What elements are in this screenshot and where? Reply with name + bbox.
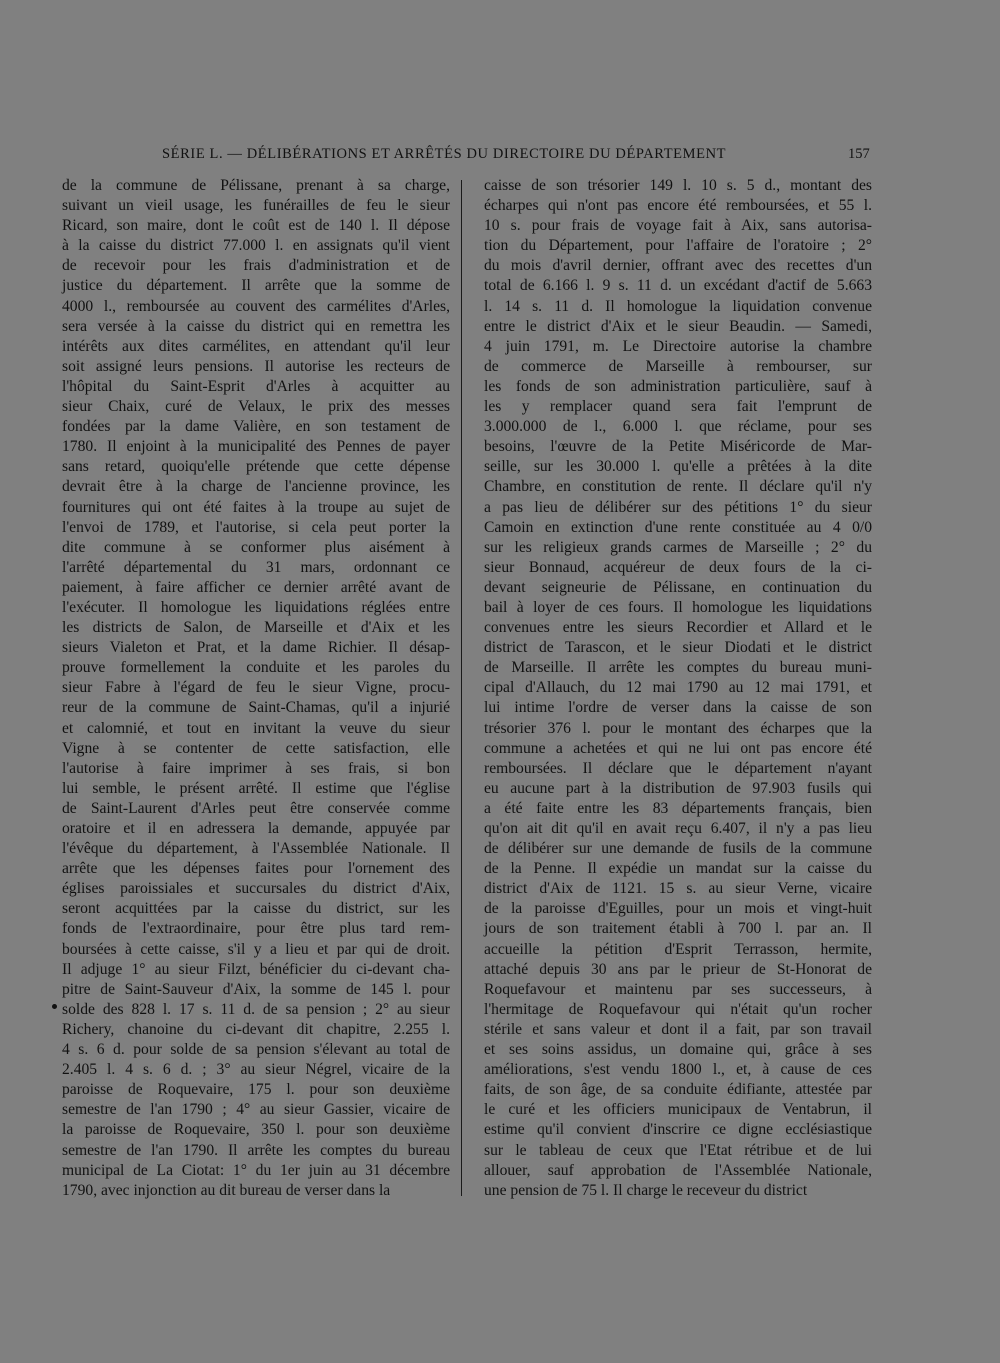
- page-number: 157: [848, 146, 870, 162]
- text-line: district d'Aix de 1121. 15 s. au sieur Verne, vicaire: [484, 880, 872, 898]
- text-line: l'exécuter. Il homologue les liquidations réglées entre: [62, 598, 450, 616]
- text-line: Camoin en extinction d'une rente constituée au 4 0/0: [484, 518, 872, 536]
- text-line: de commerce de Marseille à rembourser, sur: [484, 357, 872, 375]
- text-line: faits, de son âge, de sa conduite édifiante, attestée par: [484, 1081, 872, 1099]
- text-line: améliorations, s'est vendu 1800 l., et, à cause de ces: [484, 1061, 872, 1079]
- text-line: reur de la commune de Saint-Chamas, qu'il a injurié: [62, 699, 450, 717]
- text-line: 1780. Il enjoint à la municipalité des Pennes de payer: [62, 438, 450, 456]
- text-line: de la Penne. Il expédie un mandat sur la caisse du: [484, 860, 872, 878]
- text-line: prouve formellement la conduite et les paroles du: [62, 659, 450, 677]
- text-line: besoins, l'œuvre de la Petite Miséricorde de Mar-: [484, 438, 872, 456]
- text-line: devant seigneurie de Pélissane, en continuation du: [484, 578, 872, 596]
- text-line: l'évêque du département, à l'Assemblée Nationale. Il: [62, 840, 450, 858]
- text-line: sieur Fabre à l'égard de feu le sieur Vigne, procu-: [62, 679, 450, 697]
- text-line: lui intime l'ordre de verser dans la caisse de son: [484, 699, 872, 717]
- text-line: sur le tableau de ceux que l'Etat rétribue et de lui: [484, 1141, 872, 1159]
- text-line: stérile et sans valeur et dont il a fait, par son travail: [484, 1020, 872, 1038]
- text-line: sieur Bonnaud, acquéreur de deux fours de la ci-: [484, 558, 872, 576]
- text-line: Vigne à se contenter de cette satisfaction, elle: [62, 739, 450, 757]
- text-line: l'hermitage de Roquefavour qui n'était qu'un rocher: [484, 1000, 872, 1018]
- text-line: fonds de l'extraordinaire, pour être plus tard rem-: [62, 920, 450, 938]
- text-line: jours de son traitement établi à 700 l. par an. Il: [484, 920, 872, 938]
- text-line: les districts de Salon, de Marseille et d'Aix et les: [62, 619, 450, 637]
- text-line: les y remplacer quand sera fait l'emprunt de: [484, 398, 872, 416]
- text-line: la paroisse de Roquevaire, 350 l. pour son deuxième: [62, 1121, 450, 1139]
- text-line: sieur Chaix, curé de Velaux, le prix des messes: [62, 398, 450, 416]
- text-line: 2.405 l. 4 s. 6 d. ; 3° au sieur Négrel, vicaire de la: [62, 1061, 450, 1079]
- text-line: district de Tarascon, et le sieur Diodati et le district: [484, 639, 872, 657]
- text-line: boursées à cette caisse, s'il y a lieu et par qui de droit.: [62, 940, 450, 958]
- text-line: l. 14 s. 11 d. Il homologue la liquidation convenue: [484, 297, 872, 315]
- text-line: paiement, à faire afficher ce dernier arrêté avant de: [62, 578, 450, 596]
- text-line: qu'on ait dit qu'il en avait reçu 6.407, il n'y a pas lieu: [484, 820, 872, 837]
- text-line: sera versée à la caisse du district qui en remettra les: [62, 317, 450, 335]
- text-line: sur les religieux grands carmes de Marseille ; 2° du: [484, 538, 872, 556]
- text-line: le curé et les officiers municipaux de Ventabrun, il: [484, 1101, 872, 1119]
- text-line: dite commune à se conformer plus aisément à: [62, 538, 450, 556]
- margin-dot: [52, 1004, 57, 1009]
- text-line: Il adjuge 1° au sieur Filzt, bénéficier du ci-devant cha-: [62, 960, 450, 978]
- text-line: cipal d'Allauch, du 12 mai 1790 au 12 mai 1791, et: [484, 679, 872, 697]
- text-line: de Marseille. Il arrête les comptes du bureau muni-: [484, 659, 872, 677]
- text-line: semestre de l'an 1790 ; 4° au sieur Gassier, vicaire de: [62, 1101, 450, 1119]
- right-column: [484, 176, 872, 1201]
- text-line: commune a achetées et qui ne lui ont pas encore été: [484, 739, 872, 757]
- text-line: et calomnié, et tout en invitant la veuve du sieur: [62, 719, 450, 737]
- text-line: Roquefavour et maintenu par ses successeurs, à: [484, 980, 872, 998]
- text-line: églises paroissiales et succursales du district d'Aix,: [62, 880, 450, 898]
- text-line: de recevoir pour les frais d'administration et de: [62, 257, 450, 275]
- text-line: trésorier 376 l. pour le montant des écharpes que la: [484, 719, 872, 737]
- text-line: de délibérer sur une demande de fusils de la commune: [484, 840, 872, 858]
- text-line: 3.000.000 de l., 6.000 l. que réclame, pour ses: [484, 418, 872, 436]
- text-line: arrête que les dépenses faites pour l'ornement des: [62, 860, 450, 878]
- text-line: Richery, chanoine du ci-devant dit chapitre, 2.255 l.: [62, 1020, 450, 1038]
- text-line: à la caisse du district 77.000 l. en assignats qu'il vient: [62, 237, 450, 255]
- text-line: sans retard, quoiqu'elle prétende que cette dépense: [62, 458, 450, 476]
- text-line: les fonds de son administration particulière, sauf à: [484, 377, 872, 395]
- column-divider: [461, 180, 462, 1196]
- text-line: Ricard, son maire, dont le coût est de 140 l. Il dépose: [62, 217, 450, 235]
- text-line: devrait être à la charge de l'ancienne province, les: [62, 478, 450, 496]
- text-line: de Saint-Laurent d'Arles peut être conservée comme: [62, 799, 450, 817]
- text-line: du mois d'avril dernier, offrant avec des recettes d'un: [484, 257, 872, 275]
- text-line: municipal de La Ciotat: 1° du 1er juin au 31 décembre: [62, 1161, 450, 1179]
- text-line: eu aucune part à la distribution de 97.903 fusils qui: [484, 779, 872, 797]
- text-line: attaché depuis 30 ans par le prieur de St-Honorat de: [484, 960, 872, 978]
- left-column: [62, 176, 450, 1201]
- text-line: sieurs Vialeton et Prat, et la dame Richier. Il désap-: [62, 639, 450, 657]
- text-line: 1790, avec injonction au dit bureau de verser dans la: [62, 1181, 391, 1199]
- text-line: l'envoi de 1789, et l'autorise, si cela peut porter la: [62, 518, 450, 536]
- text-line: l'hôpital du Saint-Esprit d'Arles à acquitter au: [62, 377, 450, 395]
- text-line: semestre de l'an 1790. Il arrête les comptes du bureau: [62, 1141, 450, 1159]
- running-title: SÉRIE L. — DÉLIBÉRATIONS ET ARRÊTÉS DU DIRECTOIRE DU DÉPARTEMENT: [162, 146, 727, 162]
- text-line: fondées par la dame Valière, en son testament de: [62, 418, 450, 436]
- text-line: seront acquittées par la caisse du district, sur les: [62, 900, 450, 918]
- text-line: oratoire et il en adressera la demande, appuyée par: [62, 820, 450, 837]
- text-line: et ses soins assidus, un domaine qui, grâce à ses: [484, 1041, 872, 1059]
- text-line: solde des 828 l. 17 s. 11 d. de sa pension ; 2° au sieur: [62, 1000, 450, 1018]
- text-line: justice du département. Il arrête que la somme de: [62, 277, 450, 295]
- text-line: pitre de Saint-Sauveur d'Aix, la somme de 145 l. pour: [62, 980, 450, 998]
- text-line: fournitures qui ont été faites à la troupe au sujet de: [62, 498, 450, 516]
- text-line: remboursées. Il déclare que le département n'ayant: [484, 759, 872, 777]
- text-line: tion du Département, pour l'affaire de l'oratoire ; 2°: [484, 237, 872, 255]
- text-line: seille, sur les 30.000 l. qu'elle a prêtées à la dite: [484, 458, 872, 476]
- text-line: une pension de 75 l. Il charge le receveur du district: [484, 1181, 808, 1199]
- text-line: lui semble, le présent arrêté. Il estime que l'église: [62, 779, 450, 797]
- text-line: caisse de son trésorier 149 l. 10 s. 5 d., montant des: [484, 177, 872, 194]
- text-line: 4000 l., remboursée au couvent des carmélites d'Arles,: [62, 297, 450, 315]
- text-line: allouer, sauf approbation de l'Assemblée Nationale,: [484, 1161, 872, 1179]
- text-line: intérêts aux dites carmélites, en attendant qu'il leur: [62, 337, 450, 355]
- text-line: l'arrêté départemental du 31 mars, ordonnant ce: [62, 558, 450, 576]
- text-line: a été faite entre les 83 départements français, bien: [484, 799, 872, 817]
- text-line: convenues entre les sieurs Recordier et Allard et le: [484, 619, 872, 637]
- text-line: accueille la pétition d'Esprit Terrasson, hermite,: [484, 940, 872, 958]
- text-line: a pas lieu de délibérer sur des pétitions 1° du sieur: [484, 498, 872, 516]
- text-line: entre le district d'Aix et le sieur Beaudin. — Samedi,: [484, 317, 872, 335]
- text-line: 4 s. 6 d. pour solde de sa pension s'élevant au total de: [62, 1041, 450, 1059]
- text-line: 10 s. pour frais de voyage fait à Aix, sans autorisa-: [484, 217, 872, 235]
- text-line: 4 juin 1791, m. Le Directoire autorise la chambre: [484, 337, 872, 355]
- text-line: de la paroisse d'Eguilles, pour un mois et vingt-huit: [484, 900, 872, 918]
- text-line: écharpes qui n'ont pas encore été remboursées, et 55 l.: [484, 197, 872, 215]
- text-line: soit assigné leurs pensions. Il autorise les recteurs de: [62, 357, 450, 375]
- text-line: Chambre, en constitution de rente. Il déclare qu'il n'y: [484, 478, 872, 496]
- text-line: l'autorise à faire imprimer à ses frais, si bon: [62, 759, 450, 777]
- text-line: total de 6.166 l. 9 s. 11 d. un excédant d'actif de 5.663: [484, 277, 872, 295]
- text-line: de la commune de Pélissane, prenant à sa charge,: [62, 177, 450, 194]
- text-line: estime qu'il convient d'inscrire ce digne ecclésiastique: [484, 1121, 872, 1139]
- text-line: paroisse de Roquevaire, 175 l. pour son deuxième: [62, 1081, 450, 1099]
- text-line: suivant un vieil usage, les funérailles de feu le sieur: [62, 197, 450, 215]
- text-line: bail à loyer de ces fours. Il homologue les liquidations: [484, 598, 872, 616]
